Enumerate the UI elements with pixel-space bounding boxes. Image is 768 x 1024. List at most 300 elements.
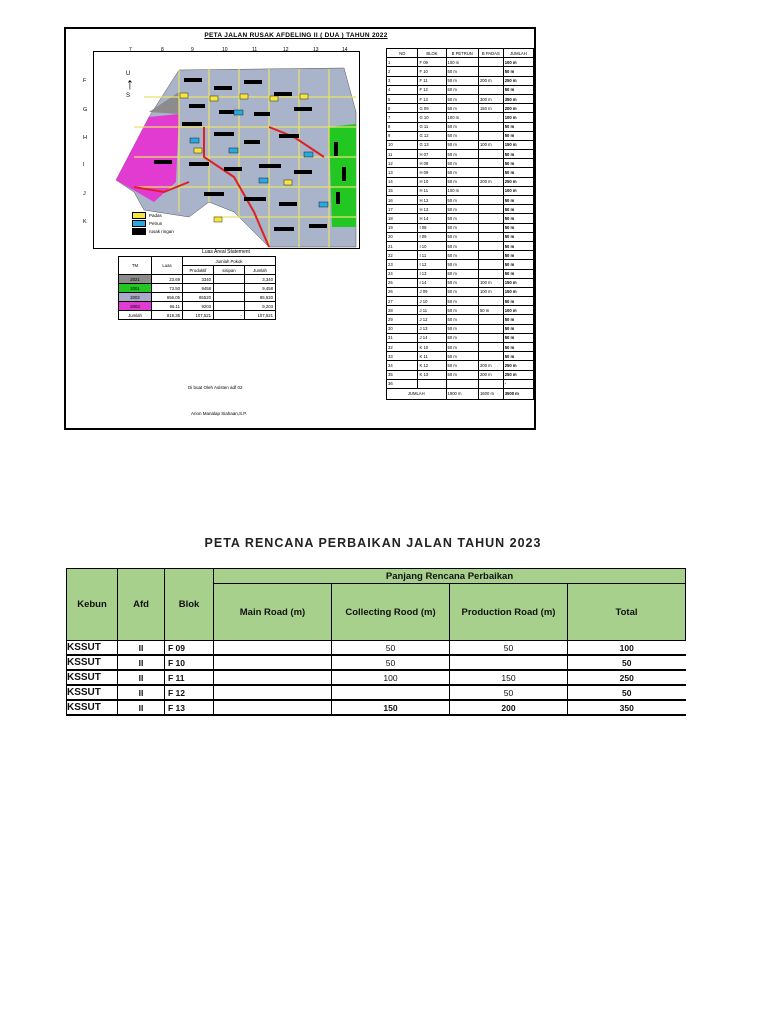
- table-cell: 250 m: [503, 370, 533, 379]
- block-table-body: [387, 58, 534, 400]
- legend-item-padas: [132, 212, 174, 219]
- total-value: 1600 m: [478, 388, 503, 399]
- signer-name: Arion Manalap Siahaan,S.P.: [191, 411, 247, 416]
- plan-cell-afd: II: [118, 685, 165, 700]
- table-cell: 100 m: [446, 58, 478, 67]
- table-cell: J 09: [418, 287, 446, 296]
- table-cell: [478, 67, 503, 76]
- table-cell: 100 m: [478, 140, 503, 149]
- areal-caption: Luas Areal Statement: [202, 249, 250, 255]
- table-cell: 27: [387, 297, 418, 306]
- block-damage-table: [386, 48, 534, 400]
- table-row: [387, 324, 534, 333]
- plan-cell-main: [214, 685, 332, 700]
- table-cell: 33: [387, 352, 418, 361]
- table-cell: 1: [387, 58, 418, 67]
- plan-row: [67, 700, 686, 715]
- table-cell: 18: [387, 214, 418, 223]
- table-cell: 10: [387, 140, 418, 149]
- plan-cell-afd: II: [118, 700, 165, 715]
- table-cell: 150 m: [478, 104, 503, 113]
- plan-cell-blok: F 13: [165, 700, 214, 715]
- areal-tm: 2001: [119, 284, 152, 293]
- block-table-header-cell: NO: [387, 49, 418, 58]
- areal-sisipan: [214, 293, 245, 302]
- plan-header-blok: Blok: [165, 569, 214, 641]
- plan-title: PETA RENCANA PERBAIKAN JALAN TAHUN 2023: [204, 536, 542, 550]
- grid-number: 14: [342, 47, 348, 53]
- table-cell: 150 m: [503, 140, 533, 149]
- plan-cell-afd: II: [118, 670, 165, 685]
- table-cell: 50 m: [446, 140, 478, 149]
- row-letter: F: [83, 78, 87, 84]
- south-label: S: [126, 93, 131, 99]
- table-cell: 250 m: [503, 177, 533, 186]
- table-cell: [478, 196, 503, 205]
- table-cell: [478, 150, 503, 159]
- table-cell: 26: [387, 287, 418, 296]
- areal-header-produktif: Produktif: [183, 266, 214, 275]
- table-cell: [478, 352, 503, 361]
- table-cell: 50 m: [446, 122, 478, 131]
- table-cell: K 10: [418, 343, 446, 352]
- areal-row: [119, 284, 276, 293]
- row-letter: J: [83, 191, 86, 197]
- table-cell: [478, 297, 503, 306]
- grid-number: 10: [222, 47, 228, 53]
- table-cell: 6: [387, 104, 418, 113]
- row-letter: G: [83, 107, 88, 113]
- areal-jumlah: 107,521: [245, 311, 276, 320]
- table-cell: J 10: [418, 297, 446, 306]
- plan-cell-production: 50: [450, 641, 568, 656]
- table-cell: [478, 113, 503, 122]
- block-table-header-cell: B PADAS: [478, 49, 503, 58]
- table-cell: 50 m: [503, 269, 533, 278]
- table-cell: 13: [387, 168, 418, 177]
- table-cell: J 12: [418, 315, 446, 324]
- table-cell: 36: [387, 379, 418, 388]
- table-cell: 15: [387, 186, 418, 195]
- plan-header-total: Total: [568, 584, 686, 641]
- plan-header-kebun: Kebun: [67, 569, 118, 641]
- plan-header-afd: Afd: [118, 569, 165, 641]
- areal-sisipan: [214, 302, 245, 311]
- table-cell: 350 m: [503, 94, 533, 103]
- table-cell: 50 m: [503, 159, 533, 168]
- plan-cell-blok: F 11: [165, 670, 214, 685]
- table-row: [387, 76, 534, 85]
- table-cell: [478, 241, 503, 250]
- table-cell: G 09: [418, 104, 446, 113]
- table-row: [387, 177, 534, 186]
- table-cell: [478, 131, 503, 140]
- table-cell: 2: [387, 67, 418, 76]
- table-cell: H 07: [418, 150, 446, 159]
- grid-number: 7: [129, 47, 132, 53]
- block-table-header: [387, 49, 534, 58]
- table-cell: H 10: [418, 177, 446, 186]
- table-cell: K 13: [418, 370, 446, 379]
- table-cell: 50 m: [446, 352, 478, 361]
- areal-sisipan: [214, 275, 245, 284]
- table-cell: 100 m: [503, 113, 533, 122]
- table-cell: 100 m: [503, 306, 533, 315]
- plan-cell-collecting: [332, 685, 450, 700]
- table-cell: [478, 223, 503, 232]
- table-cell: 50 m: [446, 76, 478, 85]
- table-row: [387, 131, 534, 140]
- areal-header-jumlah: Jumlah: [245, 266, 276, 275]
- table-cell: I 10: [418, 241, 446, 250]
- table-cell: [478, 205, 503, 214]
- table-cell: 50 m: [446, 278, 478, 287]
- table-cell: 300 m: [478, 94, 503, 103]
- table-cell: G 12: [418, 131, 446, 140]
- table-cell: 50 m: [446, 251, 478, 260]
- areal-produktif: 107,521: [183, 311, 214, 320]
- plan-cell-total: 50: [568, 685, 686, 700]
- table-cell: 50 m: [446, 370, 478, 379]
- table-cell: 150 m: [503, 287, 533, 296]
- table-cell: [418, 379, 446, 388]
- table-row: [387, 379, 534, 388]
- table-row: [387, 251, 534, 260]
- table-cell: K 11: [418, 352, 446, 361]
- grid-number: 9: [191, 47, 194, 53]
- arrow-icon: ↑: [126, 76, 134, 93]
- table-cell: 25: [387, 278, 418, 287]
- table-cell: [478, 159, 503, 168]
- table-cell: 50 m: [503, 297, 533, 306]
- table-cell: [478, 269, 503, 278]
- table-cell: 17: [387, 205, 418, 214]
- table-cell: 50 m: [446, 205, 478, 214]
- table-cell: 29: [387, 315, 418, 324]
- table-cell: 100 m: [446, 113, 478, 122]
- table-cell: 50 m: [503, 67, 533, 76]
- plan-cell-main: [214, 670, 332, 685]
- table-row: [387, 67, 534, 76]
- table-cell: 50 m: [446, 67, 478, 76]
- table-cell: 50 m: [503, 150, 533, 159]
- table-cell: [478, 232, 503, 241]
- table-cell: 50 m: [503, 196, 533, 205]
- table-cell: 50 m: [503, 122, 533, 131]
- areal-sisipan: -: [214, 311, 245, 320]
- table-cell: 50 m: [503, 333, 533, 342]
- table-row: [387, 168, 534, 177]
- table-cell: 50 m: [446, 94, 478, 103]
- table-cell: 100 m: [478, 287, 503, 296]
- areal-jumlah: 85,520: [245, 293, 276, 302]
- table-cell: 50 m: [478, 306, 503, 315]
- table-cell: I 08: [418, 223, 446, 232]
- table-cell: [478, 122, 503, 131]
- areal-tm: 2003: [119, 302, 152, 311]
- areal-tm: Jumlah: [119, 311, 152, 320]
- table-row: [387, 113, 534, 122]
- plan-cell-afd: II: [118, 655, 165, 670]
- table-cell: I 14: [418, 278, 446, 287]
- table-cell: F 12: [418, 85, 446, 94]
- areal-produktif: 3340: [183, 275, 214, 284]
- table-row: [387, 260, 534, 269]
- table-cell: 16: [387, 196, 418, 205]
- table-cell: 7: [387, 113, 418, 122]
- table-cell: 50 m: [446, 269, 478, 278]
- table-cell: 50 m: [503, 324, 533, 333]
- table-cell: 50 m: [446, 297, 478, 306]
- areal-tm: 2002: [119, 293, 152, 302]
- table-row: [387, 269, 534, 278]
- total-value: 1900 m: [446, 388, 478, 399]
- table-cell: 20: [387, 232, 418, 241]
- north-label: U: [126, 71, 131, 77]
- legend-swatch: [132, 228, 146, 235]
- areal-tm: 2021: [119, 275, 152, 284]
- table-cell: 50 m: [503, 241, 533, 250]
- plan-cell-kebun: KSSUT: [67, 700, 118, 715]
- table-cell: 50 m: [503, 315, 533, 324]
- table-cell: 50 m: [503, 168, 533, 177]
- table-cell: 50 m: [446, 104, 478, 113]
- areal-luas: 73.50: [152, 284, 183, 293]
- table-cell: 19: [387, 223, 418, 232]
- plan-cell-production: 200: [450, 700, 568, 715]
- plan-cell-total: 100: [568, 641, 686, 656]
- table-cell: H 11: [418, 186, 446, 195]
- table-row: [387, 241, 534, 250]
- table-row: [387, 352, 534, 361]
- table-row: [387, 232, 534, 241]
- table-cell: [478, 58, 503, 67]
- table-cell: 31: [387, 333, 418, 342]
- table-cell: 200 m: [478, 370, 503, 379]
- legend-label: Petrun: [149, 221, 163, 226]
- table-cell: 150 m: [503, 278, 533, 287]
- table-cell: 50 m: [446, 150, 478, 159]
- plan-cell-collecting: 50: [332, 655, 450, 670]
- table-row: [387, 85, 534, 94]
- plan-cell-total: 250: [568, 670, 686, 685]
- plan-header-main-road: Main Road (m): [214, 584, 332, 641]
- row-letter: I: [83, 162, 85, 168]
- table-cell: 50 m: [446, 241, 478, 250]
- map-legend: [132, 212, 174, 236]
- legend-swatch: [132, 212, 146, 219]
- areal-luas: 819.35: [152, 311, 183, 320]
- plan-cell-total: 50: [568, 655, 686, 670]
- table-cell: 50 m: [446, 223, 478, 232]
- table-cell: 23: [387, 260, 418, 269]
- table-cell: [478, 315, 503, 324]
- plan-cell-collecting: 100: [332, 670, 450, 685]
- table-cell: 50 m: [446, 177, 478, 186]
- table-row: [387, 214, 534, 223]
- table-cell: J 14: [418, 333, 446, 342]
- areal-row: [119, 293, 276, 302]
- plan-row: [67, 685, 686, 700]
- table-cell: 50 m: [503, 232, 533, 241]
- grid-number: 8: [161, 47, 164, 53]
- table-cell: 50 m: [503, 223, 533, 232]
- table-cell: H 12: [418, 196, 446, 205]
- areal-produktif: 9458: [183, 284, 214, 293]
- table-row: [387, 150, 534, 159]
- areal-row: [119, 275, 276, 284]
- areal-header-tm: TM: [119, 257, 152, 275]
- table-cell: 50 m: [446, 315, 478, 324]
- plan-cell-production: 150: [450, 670, 568, 685]
- table-cell: 50 m: [503, 251, 533, 260]
- repair-plan-table: [66, 568, 686, 716]
- table-cell: F 11: [418, 76, 446, 85]
- table-row: [387, 159, 534, 168]
- legend-label: rusak ringan: [149, 229, 174, 234]
- table-row: [387, 205, 534, 214]
- table-cell: [478, 260, 503, 269]
- table-row: [387, 361, 534, 370]
- table-total-row: [387, 388, 534, 399]
- table-cell: 34: [387, 361, 418, 370]
- table-cell: H 14: [418, 214, 446, 223]
- table-cell: 250 m: [503, 76, 533, 85]
- grid-number: 11: [252, 47, 258, 53]
- made-by-note: Di buat Oleh Asisten adf 02: [188, 385, 243, 390]
- grid-number: 13: [313, 47, 319, 53]
- table-cell: 50 m: [446, 131, 478, 140]
- table-row: [387, 287, 534, 296]
- areal-header-jumlah-pokok: Jumlah Pokok: [183, 257, 276, 266]
- table-cell: 50 m: [503, 214, 533, 223]
- table-row: [387, 186, 534, 195]
- table-row: [387, 58, 534, 67]
- table-cell: 50 m: [446, 168, 478, 177]
- table-cell: G 13: [418, 140, 446, 149]
- table-row: [387, 140, 534, 149]
- table-row: [387, 306, 534, 315]
- plan-row: [67, 655, 686, 670]
- plan-cell-collecting: 50: [332, 641, 450, 656]
- areal-header-luas: Luas: [152, 257, 183, 275]
- table-cell: 200 m: [503, 104, 533, 113]
- table-cell: H 08: [418, 159, 446, 168]
- table-cell: 50 m: [446, 214, 478, 223]
- table-cell: J 11: [418, 306, 446, 315]
- plan-cell-collecting: 150: [332, 700, 450, 715]
- table-cell: 250 m: [503, 361, 533, 370]
- table-cell: 30: [387, 324, 418, 333]
- table-cell: [478, 168, 503, 177]
- areal-jumlah: 9,203: [245, 302, 276, 311]
- plan-header-collecting-road: Collecting Rood (m): [332, 584, 450, 641]
- total-value: 3500 m: [503, 388, 533, 399]
- plan-cell-production: 50: [450, 685, 568, 700]
- table-cell: 50 m: [446, 287, 478, 296]
- table-cell: 100 m: [503, 186, 533, 195]
- table-cell: [478, 85, 503, 94]
- areal-jumlah: 3,340: [245, 275, 276, 284]
- table-cell: 50 m: [446, 260, 478, 269]
- table-cell: 50 m: [446, 306, 478, 315]
- table-cell: 9: [387, 131, 418, 140]
- table-cell: 200 m: [478, 177, 503, 186]
- table-row: [387, 196, 534, 205]
- plan-cell-blok: F 09: [165, 641, 214, 656]
- areal-jumlah: 9,458: [245, 284, 276, 293]
- table-cell: G 11: [418, 122, 446, 131]
- table-row: [387, 370, 534, 379]
- table-cell: [478, 379, 503, 388]
- table-cell: [478, 186, 503, 195]
- plan-row: [67, 641, 686, 656]
- table-cell: I 13: [418, 269, 446, 278]
- table-row: [387, 343, 534, 352]
- plan-cell-kebun: KSSUT: [67, 655, 118, 670]
- plan-cell-main: [214, 700, 332, 715]
- table-cell: G 10: [418, 113, 446, 122]
- table-cell: 100 m: [503, 58, 533, 67]
- plan-cell-production: [450, 655, 568, 670]
- areal-luas: 23.69: [152, 275, 183, 284]
- table-row: [387, 315, 534, 324]
- table-cell: 200 m: [478, 361, 503, 370]
- table-cell: 22: [387, 251, 418, 260]
- table-cell: [446, 379, 478, 388]
- legend-item-petrun: [132, 220, 174, 227]
- table-cell: [478, 251, 503, 260]
- table-cell: 50 m: [503, 343, 533, 352]
- plan-cell-main: [214, 655, 332, 670]
- plan-cell-kebun: KSSUT: [67, 685, 118, 700]
- table-cell: K 12: [418, 361, 446, 370]
- plan-cell-total: 350: [568, 700, 686, 715]
- block-table-header-cell: B PETRUN: [446, 49, 478, 58]
- table-cell: [478, 333, 503, 342]
- plan-cell-blok: F 10: [165, 655, 214, 670]
- table-cell: F 13: [418, 94, 446, 103]
- areal-table-body: [119, 275, 276, 320]
- table-cell: I 11: [418, 251, 446, 260]
- table-cell: [478, 343, 503, 352]
- table-cell: 50 m: [503, 352, 533, 361]
- row-letter: H: [83, 135, 87, 141]
- table-cell: 50 m: [446, 361, 478, 370]
- table-cell: 4: [387, 85, 418, 94]
- legend-item-rusak-ringan: [132, 228, 174, 235]
- table-row: [387, 223, 534, 232]
- table-cell: 50 m: [503, 205, 533, 214]
- total-label: JUMLAH: [387, 388, 447, 399]
- plan-row: [67, 670, 686, 685]
- table-cell: 50 m: [503, 85, 533, 94]
- table-cell: 200 m: [478, 76, 503, 85]
- table-cell: 21: [387, 241, 418, 250]
- table-row: [387, 104, 534, 113]
- table-cell: 50 m: [446, 343, 478, 352]
- road-damage-map-sheet: [64, 27, 536, 430]
- areal-statement-table: [118, 256, 276, 320]
- plan-cell-kebun: KSSUT: [67, 641, 118, 656]
- block-table-header-cell: JUMLAH: [503, 49, 533, 58]
- areal-row: [119, 302, 276, 311]
- table-cell: 5: [387, 94, 418, 103]
- table-cell: 100 m: [478, 278, 503, 287]
- areal-luas: 656.05: [152, 293, 183, 302]
- north-arrow: [126, 71, 134, 99]
- table-cell: -: [503, 379, 533, 388]
